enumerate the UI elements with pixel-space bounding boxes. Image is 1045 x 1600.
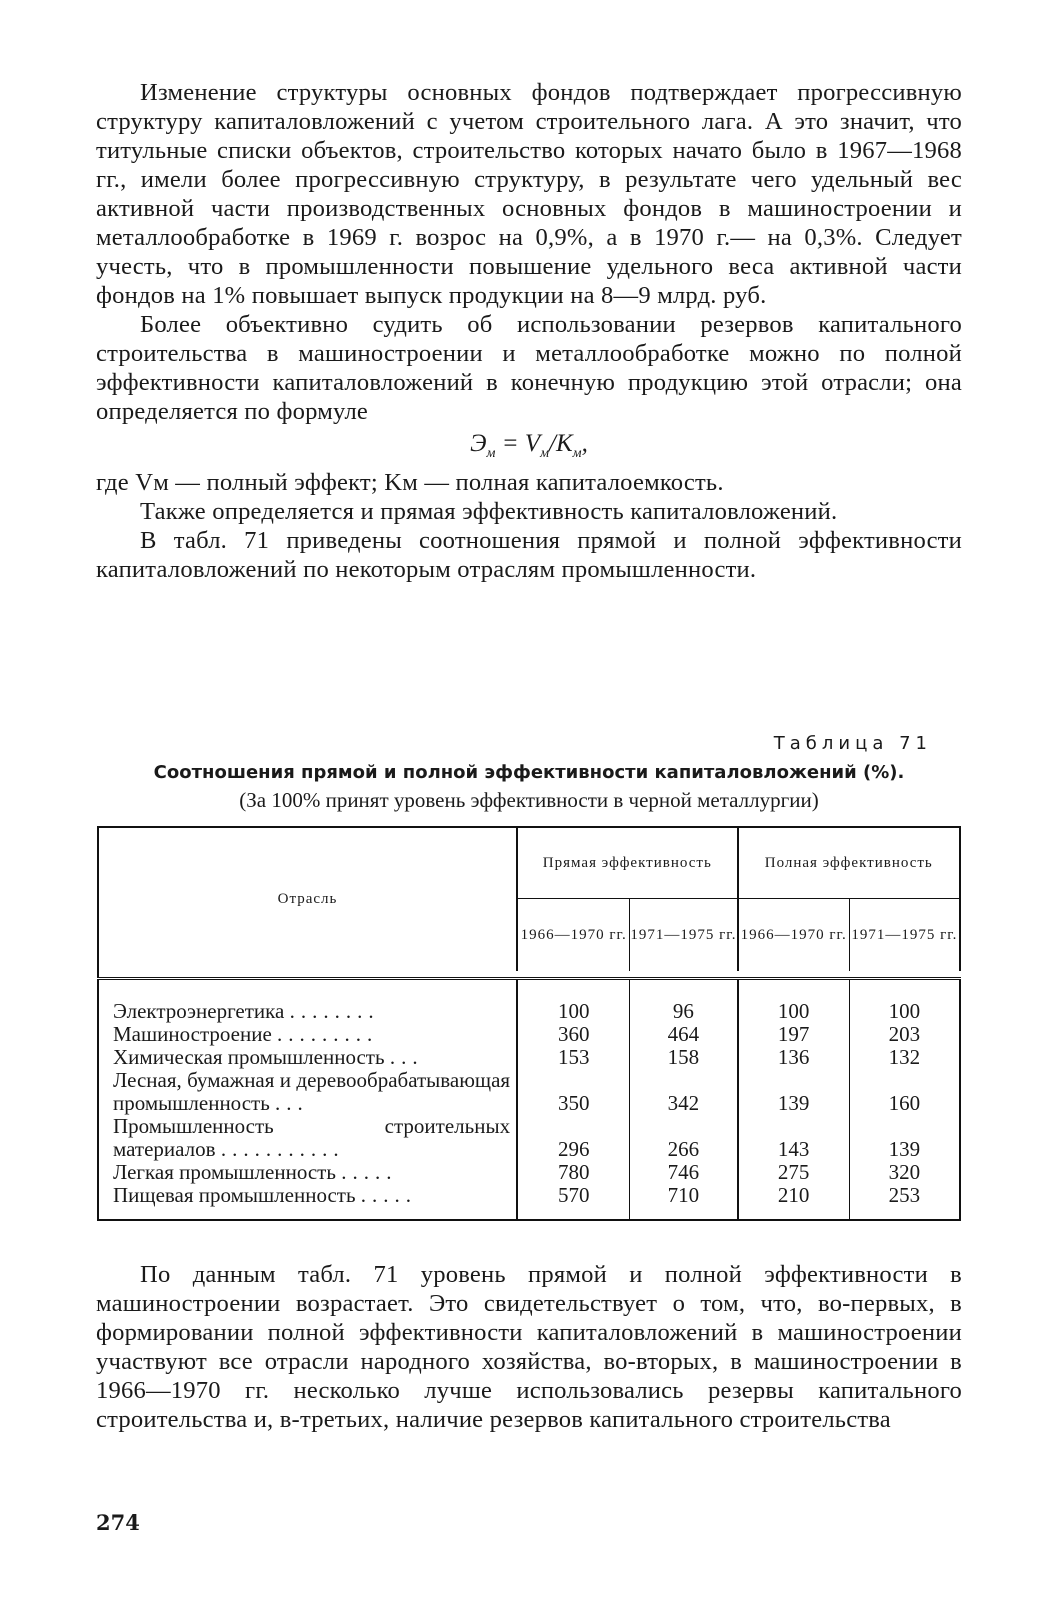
formula (96, 430, 962, 462)
row-name: Химическая промышленность (113, 1045, 385, 1069)
row-dots: ... (275, 1091, 309, 1115)
cell-value: 253 (849, 1184, 960, 1220)
cell-value: 350 (517, 1069, 630, 1115)
row-name: Легкая промышленность (113, 1160, 336, 1184)
cell-value: 710 (630, 1184, 738, 1220)
formula-rhs-sub: м (572, 446, 582, 461)
table-label: Таблица 71 (773, 733, 932, 754)
cell-value: 132 (849, 1046, 960, 1069)
cell-value: 464 (630, 1023, 738, 1046)
cell-value: 266 (630, 1115, 738, 1161)
text-block-bottom (96, 1260, 962, 1434)
header-direct-1966: 1966—1970 гг. (517, 899, 630, 972)
paragraph-formula-legend: где Vм — полный эффект; Kм — полная капиталоемкость. (96, 469, 724, 496)
cell-value: 296 (517, 1115, 630, 1161)
efficiency-table (97, 826, 961, 1221)
cell-value: 158 (630, 1046, 738, 1069)
header-group-direct: Прямая эффективность (517, 827, 737, 899)
cell-value: 136 (738, 1046, 850, 1069)
cell-value: 746 (630, 1161, 738, 1184)
row-name: Лесная, бумажная и деревообрабатывающая промышленность (113, 1068, 511, 1115)
table-body (98, 979, 960, 1221)
formula-lhs-sub: м (486, 446, 496, 461)
cell-value: 275 (738, 1161, 850, 1184)
cell-value: 320 (849, 1161, 960, 1184)
row-dots: ........ (289, 999, 380, 1023)
cell-value: 100 (738, 979, 850, 1024)
cell-value: 203 (849, 1023, 960, 1046)
table-row (98, 1184, 960, 1220)
cell-value: 143 (738, 1115, 850, 1161)
cell-value: 780 (517, 1161, 630, 1184)
table-subtitle: (За 100% принят уровень эффективности в черной металлургии) (239, 788, 819, 812)
paragraph-bottom: По данным табл. 71 уровень прямой и полной эффективности в машиностроении возрастает. Это свидетельствует о том, что, во-первых, в формировании полной эффективности капиталовложений в машиностроении участвуют все отрасли народного хозяйства, во-вторых, в машиностроении в 1966—1970 гг. несколько лучше использовались резервы капитального строительства и, в-третьих, наличие резервов капитального строительства (96, 1261, 962, 1433)
cell-value: 100 (849, 979, 960, 1024)
paragraph-2: Более объективно судить об использовании резервов капитального строительства в машиностроении и металлообработке можно по полной эффективности капиталовложений в конечную продукцию этой отрасли; она определяется по формуле (96, 311, 962, 425)
cell-value: 210 (738, 1184, 850, 1220)
header-direct-1971: 1971—1975 гг. (630, 899, 738, 972)
row-dots: ..... (341, 1160, 398, 1184)
paragraph-4: В табл. 71 приведены соотношения прямой и полной эффективности капиталовложений по некоторым отраслям промышленности. (96, 527, 962, 583)
header-full-1971: 1971—1975 гг. (849, 899, 960, 972)
cell-value: 153 (517, 1046, 630, 1069)
row-dots: ... (389, 1045, 424, 1069)
header-full-1966: 1966—1970 гг. (738, 899, 850, 972)
cell-value: 570 (517, 1184, 630, 1220)
cell-value: 197 (738, 1023, 850, 1046)
cell-value: 139 (849, 1115, 960, 1161)
table-header-row-1 (98, 827, 960, 899)
table-row (98, 979, 960, 1024)
page-number: 274 (96, 1510, 140, 1535)
table-row (98, 1115, 960, 1161)
cell-value: 96 (630, 979, 738, 1024)
formula-tail: , (581, 430, 588, 457)
row-name: Пищевая промышленность (113, 1183, 356, 1207)
header-group-full: Полная эффективность (738, 827, 960, 899)
row-dots: ........... (220, 1137, 345, 1161)
row-dots: ..... (360, 1183, 418, 1207)
cell-value: 360 (517, 1023, 630, 1046)
row-name: Машиностроение (113, 1022, 272, 1046)
paragraph-1: Изменение структуры основных фондов подтверждает прогрессивную структуру капиталовложений с учетом строительного лага. А это значит, что титульные списки объектов, строительство которых начато было в 1967—1968 гг., имели более прогрессивную структуру, в результате чего удельный вес активной части производственных основных фондов в машиностроении и металлообработке в 1969 г. возрос на 0,9%, а в 1970 г.— на 0,3%. Следует учесть, что в промышленности повышение удельного веса активной части фондов на 1% повышает выпуск продукции на 8—9 млрд. руб. (96, 79, 962, 309)
formula-mid-sub: м (540, 446, 550, 461)
formula-slash: /K (549, 430, 573, 457)
table-row (98, 1161, 960, 1184)
table-row (98, 1046, 960, 1069)
formula-lhs: Э (470, 430, 487, 457)
table-title: Соотношения прямой и полной эффективности капиталовложений (%). (153, 762, 905, 783)
table-row (98, 1023, 960, 1046)
header-otrasl: Отрасль (98, 827, 517, 971)
paragraph-3: Также определяется и прямая эффективность капиталовложений. (140, 498, 838, 525)
cell-value: 139 (738, 1069, 850, 1115)
text-block-top (96, 78, 962, 584)
row-name: Промышленность строительных материалов (113, 1114, 511, 1161)
header-separator (98, 971, 960, 979)
cell-value: 100 (517, 979, 630, 1024)
table-row (98, 1069, 960, 1115)
row-dots: ......... (277, 1022, 379, 1046)
cell-value: 160 (849, 1069, 960, 1115)
cell-value: 342 (630, 1069, 738, 1115)
formula-mid: = V (495, 430, 541, 457)
row-name: Электроэнергетика (113, 999, 285, 1023)
